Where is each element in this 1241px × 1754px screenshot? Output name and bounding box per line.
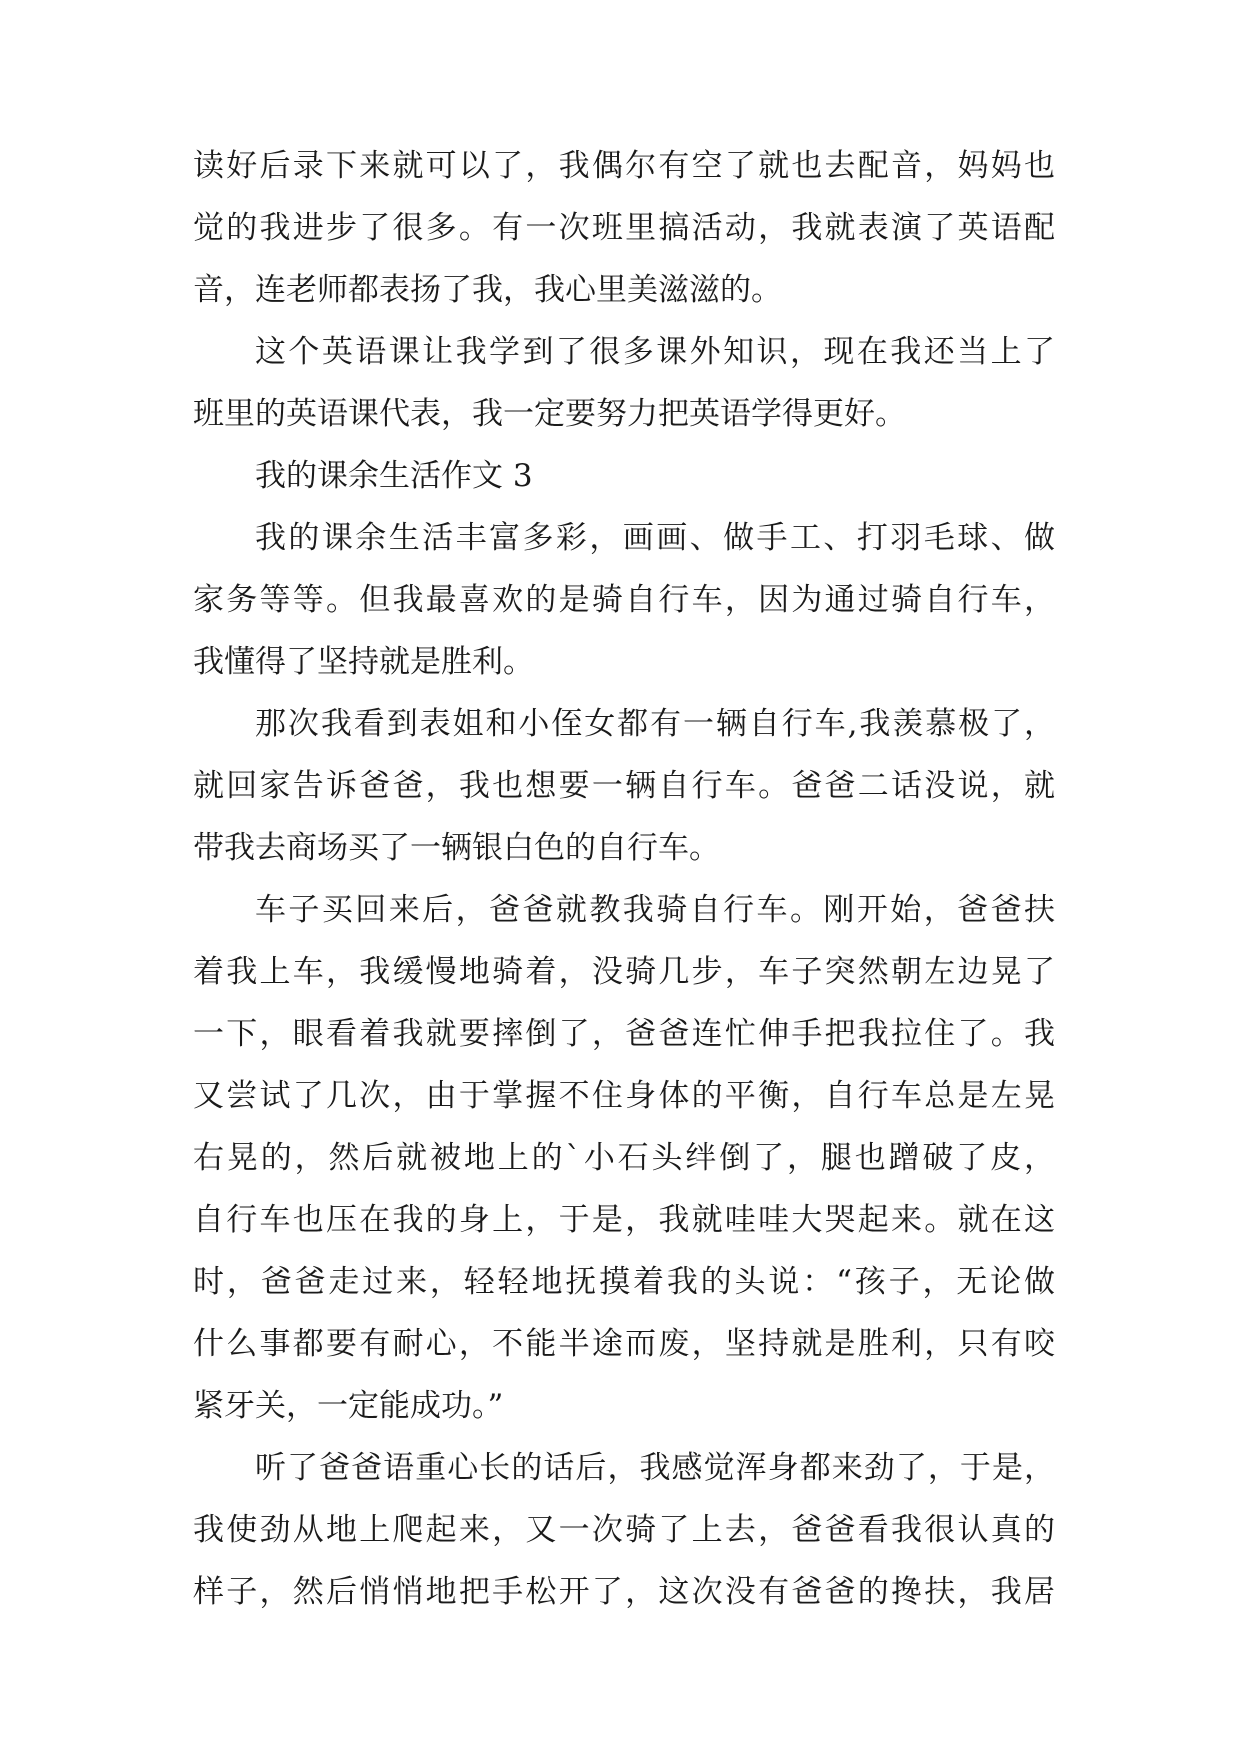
text-line: 带我去商场买了一辆银白色的自行车。: [193, 830, 720, 866]
text-line: 班里的英语课代表，我一定要努力把英语学得更好。: [193, 396, 906, 432]
text-line: 样子，然后悄悄地把手松开了，这次没有爸爸的搀扶，我居: [193, 1574, 1055, 1610]
text-line: 音，连老师都表扬了我，我心里美滋滋的。: [193, 272, 782, 308]
text-line: 我使劲从地上爬起来，又一次骑了上去，爸爸看我很认真的: [193, 1512, 1055, 1548]
paragraph-first-line: 我的课余生活丰富多彩，画画、做手工、打羽毛球、做: [255, 520, 1055, 556]
text-line: 紧牙关，一定能成功。”: [193, 1388, 504, 1424]
text-line: 时，爸爸走过来，轻轻地抚摸着我的头说：“孩子，无论做: [193, 1264, 1055, 1300]
text-line: 读好后录下来就可以了，我偶尔有空了就也去配音，妈妈也: [193, 148, 1055, 184]
paragraph-first-line: 这个英语课让我学到了很多课外知识，现在我还当上了: [255, 334, 1055, 370]
paragraph-first-line: 听了爸爸语重心长的话后，我感觉浑身都来劲了，于是，: [255, 1450, 1055, 1486]
paragraph-first-line: 车子买回来后，爸爸就教我骑自行车。刚开始，爸爸扶: [255, 892, 1055, 928]
text-line: 又尝试了几次，由于掌握不住身体的平衡，自行车总是左晃: [193, 1078, 1055, 1114]
text-line: 什么事都要有耐心，不能半途而废，坚持就是胜利，只有咬: [193, 1326, 1055, 1362]
section-heading: 我的课余生活作文 3: [255, 458, 533, 494]
text-line: 着我上车，我缓慢地骑着，没骑几步，车子突然朝左边晃了: [193, 954, 1055, 990]
paragraph-first-line: 那次我看到表姐和小侄女都有一辆自行车,我羡慕极了，: [255, 706, 1055, 742]
text-line: 一下，眼看着我就要摔倒了，爸爸连忙伸手把我拉住了。我: [193, 1016, 1055, 1052]
text-line: 就回家告诉爸爸，我也想要一辆自行车。爸爸二话没说，就: [193, 768, 1055, 804]
text-line: 家务等等。但我最喜欢的是骑自行车，因为通过骑自行车，: [193, 582, 1055, 618]
text-line: 觉的我进步了很多。有一次班里搞活动，我就表演了英语配: [193, 210, 1055, 246]
text-line: 右晃的，然后就被地上的`小石头绊倒了，腿也蹭破了皮，: [193, 1140, 1055, 1176]
text-line: 我懂得了坚持就是胜利。: [193, 644, 534, 680]
text-line: 自行车也压在我的身上，于是，我就哇哇大哭起来。就在这: [193, 1202, 1055, 1238]
